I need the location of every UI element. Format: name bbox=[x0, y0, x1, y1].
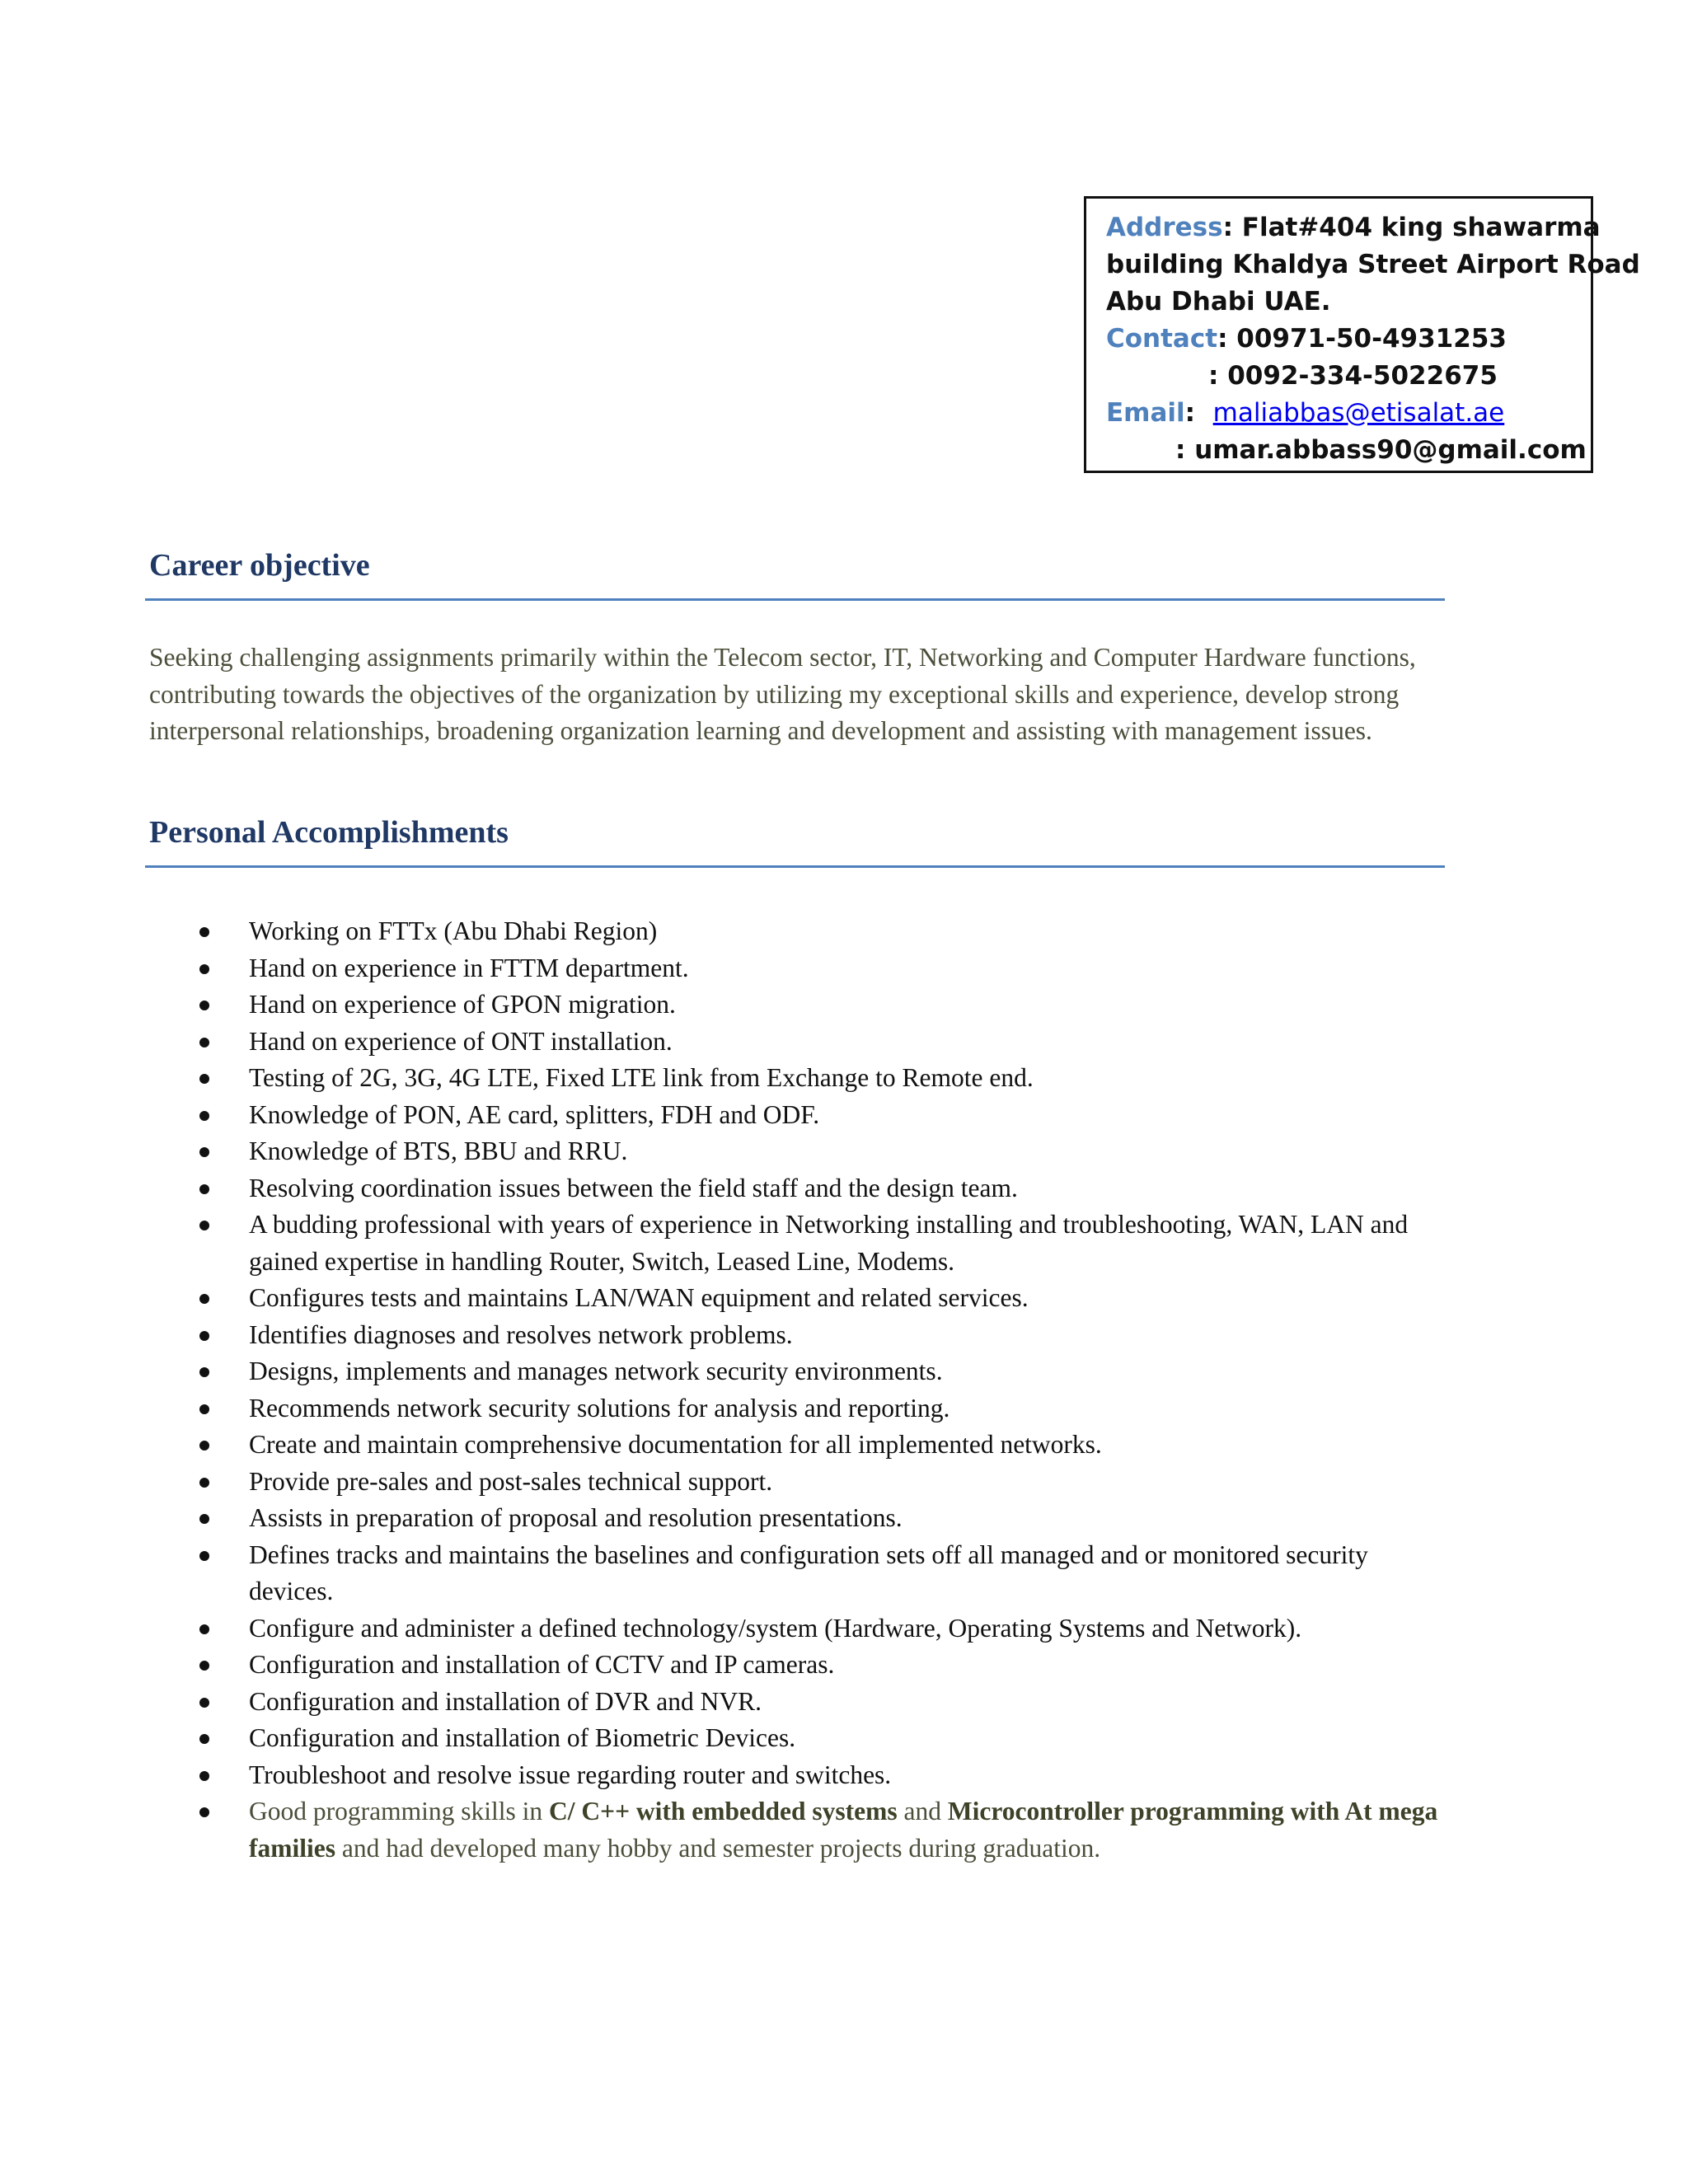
list-item: A budding professional with years of experience in Networking installing and troubleshooting, WAN, LAN and gained expertise in handling Router, Switch, Leased Line, Modems. bbox=[149, 1207, 1451, 1280]
list-item: Configuration and installation of CCTV and IP cameras. bbox=[149, 1647, 1451, 1684]
list-item: Create and maintain comprehensive documentation for all implemented networks. bbox=[149, 1427, 1451, 1464]
phone-primary: : 00971-50-4931253 bbox=[1217, 324, 1507, 354]
list-item: Hand on experience of ONT installation. bbox=[149, 1024, 1451, 1061]
list-item: Recommends network security solutions for analysis and reporting. bbox=[149, 1390, 1451, 1427]
list-item: Hand on experience of GPON migration. bbox=[149, 987, 1451, 1024]
list-item: Configuration and installation of DVR and NVR. bbox=[149, 1684, 1451, 1721]
list-item: Resolving coordination issues between the field staff and the design team. bbox=[149, 1170, 1451, 1207]
career-objective-rule bbox=[145, 598, 1445, 601]
address-line-3: Abu Dhabi UAE. bbox=[1106, 287, 1331, 316]
list-item: Assists in preparation of proposal and resolution presentations. bbox=[149, 1500, 1451, 1537]
accomplishments-list bbox=[149, 913, 1451, 1867]
list-item: Troubleshoot and resolve issue regarding router and switches. bbox=[149, 1757, 1451, 1794]
email-secondary: : umar.abbass90@gmail.com bbox=[1175, 435, 1587, 465]
list-item: Testing of 2G, 3G, 4G LTE, Fixed LTE link from Exchange to Remote end. bbox=[149, 1060, 1451, 1097]
programming-bold-2: Microcontroller programming with At mega families bbox=[249, 1797, 1438, 1863]
list-item: Configures tests and maintains LAN/WAN equipment and related services. bbox=[149, 1280, 1451, 1317]
list-item: Knowledge of BTS, BBU and RRU. bbox=[149, 1133, 1451, 1170]
address-value-1: : Flat#404 king shawarma bbox=[1222, 213, 1601, 242]
list-item: Configuration and installation of Biometric Devices. bbox=[149, 1720, 1451, 1757]
career-objective-heading: Career objective bbox=[149, 548, 370, 583]
contact-line-1 bbox=[1106, 321, 1571, 358]
phone-secondary: : 0092-334-5022675 bbox=[1208, 361, 1498, 391]
address-line-2: building Khaldya Street Airport Road bbox=[1106, 250, 1640, 279]
programming-text-1: Good programming skills in bbox=[249, 1797, 549, 1825]
list-item: Provide pre-sales and post-sales technical support. bbox=[149, 1464, 1451, 1501]
list-item: Defines tracks and maintains the baselines and configuration sets off all managed and or monitored security devices. bbox=[149, 1537, 1451, 1610]
list-item: Working on FTTx (Abu Dhabi Region) bbox=[149, 913, 1451, 950]
list-item: Identifies diagnoses and resolves network problems. bbox=[149, 1317, 1451, 1354]
address-label: Address bbox=[1106, 213, 1223, 242]
career-objective-text: Seeking challenging assignments primarily within the Telecom sector, IT, Networking and Computer Hardware functions, contributing towards the objectives of the organization by utilizing my exceptional skills and experience, develop strong interpersonal relationships, broadening organization learning and development and assisting with management issues. bbox=[149, 643, 1416, 745]
accomplishments-rule bbox=[145, 865, 1445, 868]
list-item-programming bbox=[149, 1793, 1451, 1867]
programming-text-2: and bbox=[897, 1797, 948, 1825]
contact-box bbox=[1084, 196, 1640, 473]
list-item: Configure and administer a defined technology/system (Hardware, Operating Systems and Network). bbox=[149, 1610, 1451, 1647]
email-line-1 bbox=[1106, 395, 1571, 432]
contact-label: Contact bbox=[1106, 324, 1218, 354]
email-label: Email bbox=[1106, 398, 1185, 428]
list-item: Knowledge of PON, AE card, splitters, FDH and ODF. bbox=[149, 1097, 1451, 1134]
list-item: Hand on experience in FTTM department. bbox=[149, 950, 1451, 987]
accomplishments-heading: Personal Accomplishments bbox=[149, 815, 509, 850]
programming-text-3: and had developed many hobby and semester projects during graduation. bbox=[335, 1833, 1101, 1863]
email-link-primary[interactable]: maliabbas@etisalat.ae bbox=[1212, 398, 1505, 428]
email-separator: : bbox=[1184, 398, 1196, 428]
programming-bold-1: C/ C++ with embedded systems bbox=[549, 1797, 898, 1825]
address-line-1 bbox=[1106, 209, 1601, 246]
list-item: Designs, implements and manages network security environments. bbox=[149, 1353, 1451, 1390]
